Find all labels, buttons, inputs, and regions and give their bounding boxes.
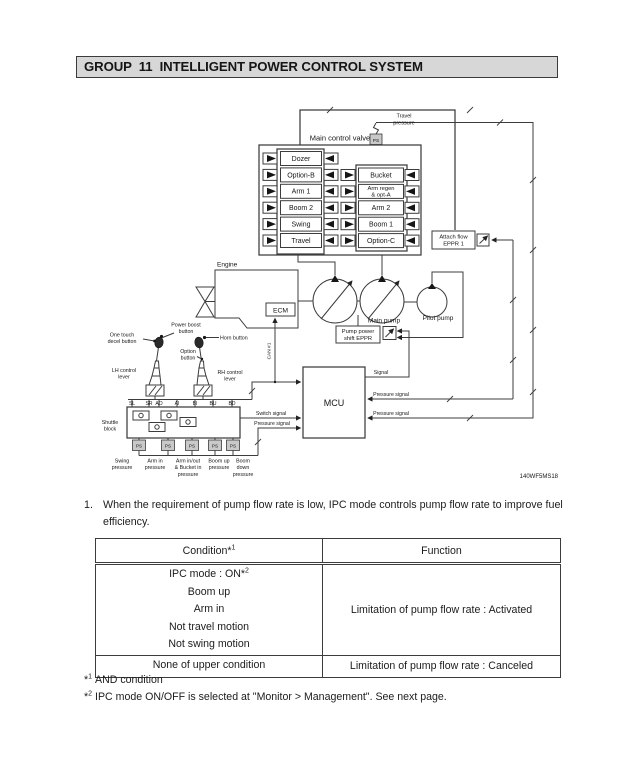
table-header-condition (96, 539, 323, 564)
label-lh-control-lever: LH control (111, 368, 137, 374)
valve-label: Travel (291, 237, 311, 245)
polyline-shape (298, 255, 335, 275)
ps-label: PS (135, 443, 143, 449)
main-pump-1 (313, 279, 357, 323)
span-shape: None of upper condition (152, 659, 266, 672)
polygon-shape (331, 275, 339, 282)
label-pump-power-shift-eppr: shift EPPR (343, 336, 373, 342)
fan-icon (196, 302, 214, 318)
port-label: BD (228, 400, 236, 407)
paragraph-line: efficiency. (103, 516, 150, 529)
sensor-label: pressure (111, 465, 133, 472)
shuttle-block (102, 400, 258, 478)
main-pump-2 (360, 279, 404, 323)
line-shape (467, 107, 473, 113)
sensor-label: Arm in (147, 458, 163, 465)
rect-shape (133, 411, 149, 420)
lh-control-lever (146, 336, 164, 396)
span-shape: Not swing motion (168, 638, 250, 650)
label-attach-flow-eppr: Attach flow (439, 234, 468, 241)
rh-control-lever (194, 336, 212, 396)
valve-label: & opt-A (371, 192, 391, 199)
main-control-valve (259, 134, 421, 256)
label-attach-flow-eppr: EPPR 1 (443, 241, 464, 248)
span-shape: IPC mode : ON* (169, 568, 246, 580)
valve-label: Boom 1 (368, 221, 394, 229)
label-option-button: button (180, 355, 196, 362)
label-power-boost-button: Power boost (171, 322, 201, 329)
port-label: BI (192, 400, 198, 407)
polygon-shape (152, 368, 160, 376)
control-levers (108, 323, 252, 400)
label-travel-pressure: Travel (396, 113, 412, 120)
sensor-label: down (236, 465, 250, 472)
thead-shape (96, 539, 561, 564)
ps-label: PS (211, 443, 219, 449)
label-rh-control-lever: RH control (217, 370, 243, 376)
table-row (96, 564, 561, 656)
polyline-shape (258, 428, 301, 456)
sensor-label: Arm in/out (175, 458, 201, 465)
condition-line (98, 566, 320, 584)
span-shape: * (84, 691, 89, 703)
sup-shape: 2 (245, 567, 249, 575)
label-horn-button: Horn button (220, 335, 248, 342)
polygon-shape (198, 368, 206, 376)
function-cell: Limitation of pump flow rate : Canceled (323, 655, 561, 677)
valve-label: Swing (291, 221, 311, 229)
sup-shape: 1 (231, 543, 236, 551)
sensor-label: pressure (208, 465, 230, 472)
label-pilot-pump: Pilot pump (422, 315, 454, 322)
polygon-shape (149, 376, 161, 385)
list-number: 1. (84, 499, 93, 511)
label-travel-pressure: pressure (393, 120, 415, 127)
figure-code: 140WF5MS18 (519, 474, 558, 480)
rect-shape (161, 411, 177, 420)
port-label: SR (145, 400, 153, 407)
condition-cell (96, 564, 323, 656)
one-touch-decel-button-icon (153, 340, 156, 343)
line-shape (157, 347, 159, 361)
engine (196, 262, 298, 329)
fan-icon (196, 287, 214, 302)
condition-function-table (95, 538, 561, 678)
label-switch-signal: Switch signal (255, 410, 287, 417)
sensor-label: pressure (232, 471, 254, 478)
label-one-touch-decel-button: decel button (107, 339, 137, 345)
label-main-control-valve: Main control valve (309, 133, 371, 143)
horn-button-icon (203, 336, 206, 339)
sensor-label: Swing (114, 458, 130, 465)
valve-label: Option-B (287, 172, 315, 180)
sensor-label: Boom up (208, 458, 230, 465)
rect-shape (149, 423, 165, 432)
valve-label: Arm 2 (371, 205, 391, 213)
option-button-icon (201, 358, 203, 360)
label-pressure-signal: Pressure signal (373, 391, 409, 398)
ellipse-shape (154, 336, 164, 348)
system-diagram (0, 95, 629, 490)
port-labels (129, 400, 236, 407)
label-rh-control-lever: lever (224, 376, 236, 383)
line-shape (143, 339, 153, 341)
label-signal: Signal (373, 370, 389, 376)
ps-label: PS (188, 443, 196, 449)
valve-label: Dozer (291, 155, 311, 163)
valve-column-right (341, 168, 419, 248)
polygon-shape (154, 361, 159, 368)
port-label: AO (155, 400, 163, 407)
label-shuttle-block: block (103, 426, 117, 433)
sensor-label: pressure (144, 465, 166, 472)
ps-label: PS (164, 443, 172, 449)
sup-shape: 2 (88, 690, 93, 698)
label-main-pump: Main pump (367, 317, 401, 325)
label-pressure-signal: Pressure signal (373, 410, 409, 417)
page-title: GROUP 11 INTELLIGENT POWER CONTROL SYSTEM (76, 56, 558, 78)
span-shape: * (84, 674, 89, 686)
tr-shape (96, 539, 561, 564)
polygon-shape (199, 361, 204, 368)
function-cell: Limitation of pump flow rate : Activated (323, 564, 561, 656)
polyline-shape (252, 382, 301, 400)
label-can-bus: CAN #1 (267, 342, 273, 360)
label-lh-control-lever: lever (118, 374, 130, 381)
valve-label: Arm 1 (291, 188, 311, 196)
ellipse-shape (194, 336, 204, 348)
pilot-pump (417, 287, 447, 317)
port-label: AI (174, 400, 180, 407)
label-ecm: ECM (272, 307, 289, 315)
condition-line (98, 619, 320, 637)
label-power-boost-button: button (178, 329, 194, 335)
label-mcu: MCU (323, 398, 345, 408)
valve-label: Arm regen (367, 185, 395, 192)
span-shape: AND condition (95, 674, 163, 686)
table-header-function (323, 539, 561, 564)
tbody-shape (96, 564, 561, 678)
condition-line (98, 601, 320, 619)
span-shape: Arm in (193, 603, 225, 615)
footnotes (84, 672, 447, 706)
polygon-shape (197, 376, 209, 385)
span-shape (103, 497, 563, 531)
line-shape (163, 333, 175, 338)
polyline-shape (374, 123, 379, 134)
polygon-shape (215, 270, 298, 328)
valve-label: Boom 2 (288, 205, 314, 213)
span-shape: Condition* (182, 544, 232, 557)
condition-line (98, 584, 320, 602)
valve-label: Option-C (366, 238, 396, 245)
label-option-button: Option (180, 349, 196, 355)
span-shape: Boom up (187, 585, 231, 598)
ps-label: PS (229, 443, 237, 449)
footnote (84, 672, 447, 689)
span-shape: IPC mode ON/OFF is selected at "Monitor > Management". See next page. (95, 691, 447, 703)
label-engine: Engine (217, 261, 238, 269)
body-paragraph (84, 497, 563, 531)
label-pump-power-shift-eppr: Pump power (341, 328, 375, 335)
footnote (84, 689, 447, 706)
label-shuttle-block: Shuttle (101, 419, 119, 426)
sensor-label: pressure (177, 471, 199, 478)
port-label: SL (128, 400, 136, 407)
pumps (298, 255, 463, 338)
label-one-touch-decel-button: One touch (109, 332, 135, 339)
sensor-label: Boom (236, 458, 250, 465)
label-pressure-signal: Pressure signal (254, 421, 290, 428)
span-shape: Function (421, 544, 462, 557)
sup-shape: 1 (88, 673, 93, 681)
span-shape: Not travel motion (168, 620, 250, 633)
paragraph-line: When the requirement of pump flow rate is low, IPC mode controls pump flow rate to improve fuel (103, 499, 563, 511)
ps-travel-label: PS (372, 138, 380, 144)
polygon-shape (378, 275, 386, 282)
polygon-shape (428, 283, 436, 289)
condition-line (98, 636, 320, 654)
rect-shape (180, 418, 196, 427)
valve-label: Bucket (370, 172, 392, 180)
port-label: BU (209, 400, 217, 407)
sensor-label: & Bucket in (174, 465, 202, 472)
pressure-sensors (112, 438, 254, 478)
